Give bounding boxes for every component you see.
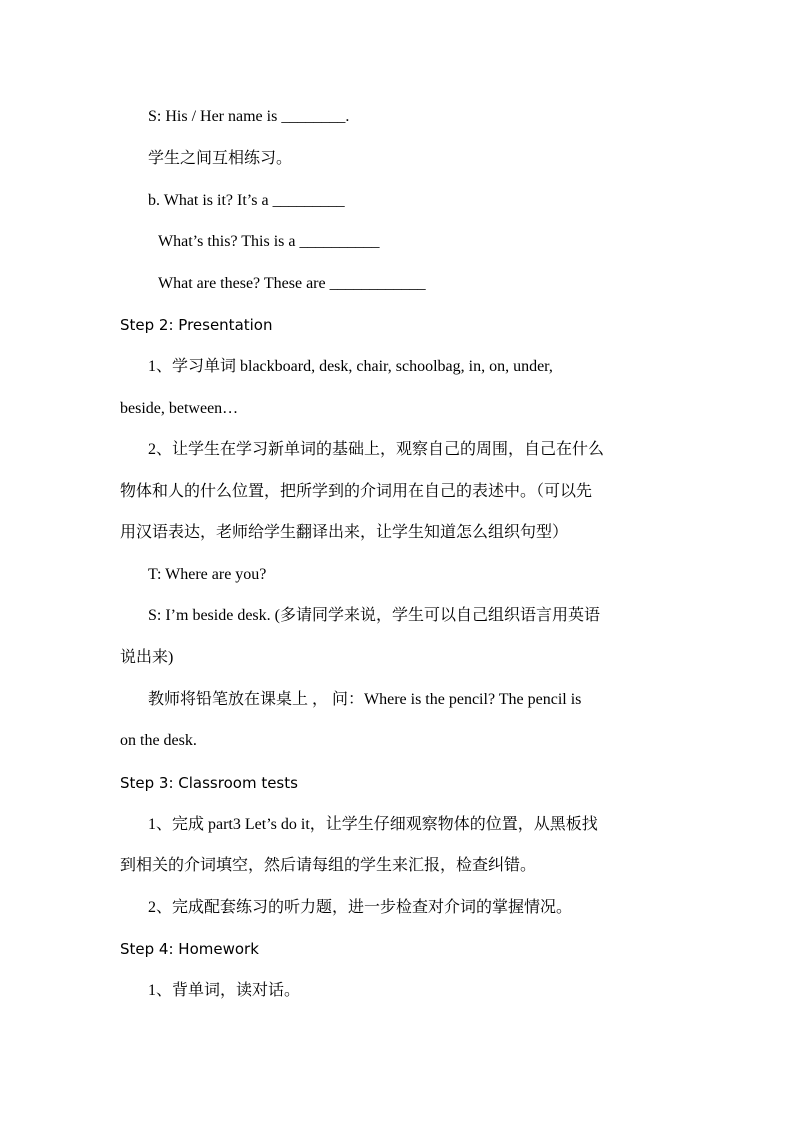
step2-item1-line2: beside, between… bbox=[120, 400, 239, 417]
teacher-action-line2: on the desk. bbox=[120, 732, 197, 749]
step3-item2: 2、完成配套练习的听力题，进一步检查对介词的掌握情况。 bbox=[148, 899, 573, 916]
step2-item2-line3: 用汉语表达，老师给学生翻译出来，让学生知道怎么组织句型） bbox=[120, 524, 569, 541]
dialogue-line-what-is-it: b. What is it? It’s a _________ bbox=[148, 192, 345, 209]
step2-heading: Step 2: Presentation bbox=[120, 316, 273, 334]
step2-item1-line1: 1、学习单词 blackboard, desk, chair, schoolbag, in, on, under, bbox=[148, 358, 553, 375]
step4-heading: Step 4: Homework bbox=[120, 940, 259, 958]
step2-item2-line2: 物体和人的什么位置，把所学到的介词用在自己的表述中。（可以先 bbox=[120, 483, 593, 500]
dialogue-line-teacher: T: Where are you? bbox=[148, 566, 267, 583]
dialogue-line-what-are-these: What are these? These are ____________ bbox=[158, 275, 426, 292]
instruction-practice: 学生之间互相练习。 bbox=[148, 150, 293, 167]
step3-item1-line2: 到相关的介词填空，然后请每组的学生来汇报，检查纠错。 bbox=[120, 857, 537, 874]
teacher-action-line1: 教师将铅笔放在课桌上 ， 问：Where is the pencil? The pencil is bbox=[148, 691, 582, 708]
dialogue-line-whats-this: What’s this? This is a __________ bbox=[158, 233, 380, 250]
step3-item1-line1: 1、完成 part3 Let’s do it，让学生仔细观察物体的位置，从黑板找 bbox=[148, 816, 598, 833]
dialogue-line-student: S: I’m beside desk. (多请同学来说，学生可以自己组织语言用英语 bbox=[148, 607, 600, 624]
dialogue-line-name: S: His / Her name is ________. bbox=[148, 108, 350, 125]
step3-heading: Step 3: Classroom tests bbox=[120, 774, 298, 792]
step4-item1: 1、背单词，读对话。 bbox=[148, 982, 301, 999]
step2-item2-line1: 2、让学生在学习新单词的基础上，观察自己的周围，自己在什么 bbox=[148, 441, 605, 458]
dialogue-line-student-cont: 说出来) bbox=[120, 649, 174, 666]
